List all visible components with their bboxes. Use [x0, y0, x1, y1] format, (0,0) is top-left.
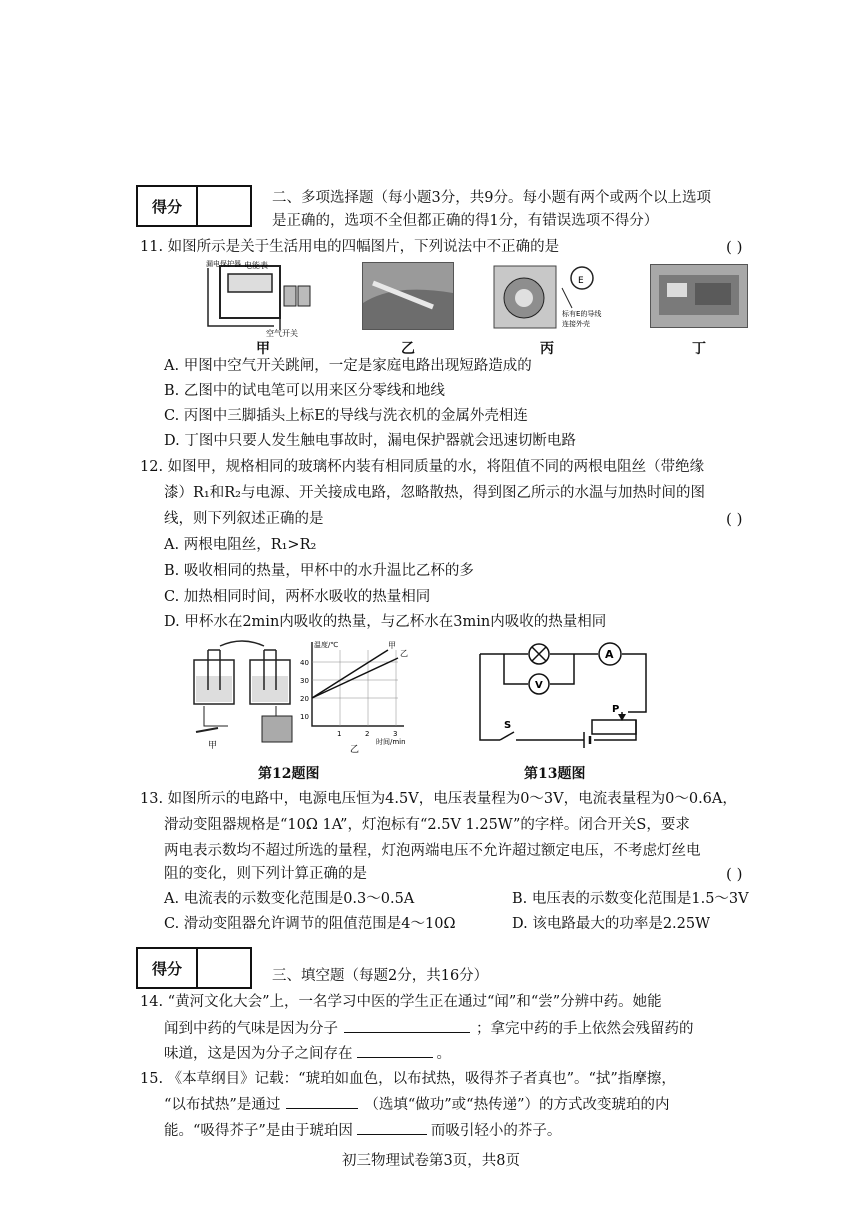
q13-figure-circuit	[474, 636, 660, 752]
q11-caption-jia: 甲	[256, 341, 270, 357]
question-14-line3-text-a: 味道，这是因为分子之间存在	[164, 1046, 353, 1062]
question-12-option-b: B. 吸收相同的热量，甲杯中的水升温比乙杯的多	[164, 563, 474, 579]
score-box-section3	[136, 947, 252, 989]
question-15-blank-1[interactable]	[286, 1094, 358, 1109]
question-11-stem: 11. 如图所示是关于生活用电的四幅图片，下列说法中不正确的是	[140, 239, 560, 255]
score-blank	[198, 187, 246, 225]
q11-image-bing	[492, 258, 610, 338]
q12-figure-caption: 第12题图	[258, 766, 320, 782]
question-14-line1: 14. “黄河文化大会”上，一名学习中医的学生正在通过“闻”和“尝”分辨中药。她能	[140, 994, 662, 1010]
question-13-line3: 两电表示数均不超过所选的量程，灯泡两端电压不允许超过额定电压，不考虑灯丝电	[164, 843, 701, 859]
graph-ytick-10: 10	[300, 713, 309, 721]
question-14-line2-text-a: 闻到中药的气味是因为分子	[164, 1021, 338, 1037]
q11-caption-bing: 丙	[540, 341, 554, 357]
question-13-option-d: D. 该电路最大的功率是2.25W	[512, 916, 711, 932]
question-12-line1: 12. 如图甲，规格相同的玻璃杯内装有相同质量的水，将阻值不同的两根电阻丝（带绝缘	[140, 459, 705, 475]
graph-series-yi: 乙	[400, 649, 408, 658]
score-blank	[198, 949, 246, 987]
circuit-switch-label: S	[504, 720, 512, 731]
q12-figure-graph	[292, 636, 412, 754]
question-13-answer-paren: ( )	[726, 865, 743, 883]
graph-ytick-40: 40	[300, 659, 309, 667]
jia-label-meter: 电能表	[244, 261, 268, 270]
question-12-answer-paren: ( )	[726, 510, 743, 528]
q11-caption-yi: 乙	[401, 341, 415, 357]
q12-label-jia: 甲	[208, 741, 218, 751]
graph-ylabel: 温度/℃	[314, 641, 339, 649]
question-14-line2-text-b: ；拿完中药的手上依然会残留药的	[476, 1021, 694, 1037]
question-13-line2: 滑动变阻器规格是“10Ω 1A”，灯泡标有“2.5V 1.25W”的字样。闭合开关S，要求	[164, 817, 690, 833]
graph-series-jia: 甲	[388, 641, 396, 650]
graph-ytick-30: 30	[300, 677, 309, 685]
question-11-option-d: D. 丁图中只要人发生触电事故时，漏电保护器就会迅速切断电路	[164, 433, 576, 449]
question-15-line3-text-a: 能。“吸得芥子”是由于琥珀因	[164, 1123, 353, 1139]
question-11-option-c: C. 丙图中三脚插头上标E的导线与洗衣机的金属外壳相连	[164, 408, 528, 424]
score-label: 得分	[138, 187, 198, 225]
question-12-line3: 线，则下列叙述正确的是	[164, 511, 324, 527]
q11-image-yi	[362, 262, 454, 330]
q13-figure-caption: 第13题图	[524, 766, 586, 782]
score-label: 得分	[138, 949, 198, 987]
question-15-line2	[164, 1094, 669, 1115]
q11-image-ding	[650, 264, 748, 328]
jia-label-breaker: 空气开关	[266, 329, 298, 338]
section-heading-line1: 二、多项选择题（每小题3分，共9分。每小题有两个或两个以上选项	[272, 190, 711, 206]
question-11-option-b: B. 乙图中的试电笔可以用来区分零线和地线	[164, 383, 445, 399]
question-14-line3-text-b: 。	[436, 1046, 451, 1062]
section-heading-line2: 是正确的，选项不全但都正确的得1分，有错误选项不得分）	[272, 213, 659, 229]
question-13-option-c: C. 滑动变阻器允许调节的阻值范围是4～10Ω	[164, 916, 456, 932]
graph-xtick-2: 2	[365, 730, 370, 738]
q12-label-yi: 乙	[350, 745, 360, 754]
question-15-blank-2[interactable]	[357, 1120, 427, 1135]
question-11-answer-paren: ( )	[726, 238, 743, 256]
question-13-option-b: B. 电压表的示数变化范围是1.5～3V	[512, 891, 749, 907]
q11-image-jia	[204, 258, 322, 338]
question-12-option-d: D. 甲杯水在2min内吸收的热量，与乙杯水在3min内吸收的热量相同	[164, 614, 607, 630]
jia-label-rcd: 漏电保护器	[206, 260, 241, 268]
question-15-line3	[164, 1120, 561, 1141]
q12-figure-beakers	[184, 636, 304, 752]
graph-xlabel: 时间/min	[376, 738, 406, 746]
question-13-line1: 13. 如图所示的电路中，电源电压恒为4.5V，电压表量程为0～3V，电流表量程为0～0.6A，	[140, 791, 737, 807]
question-15-line2-text-b: （选填“做功”或“热传递”）的方式改变琥珀的内	[364, 1097, 670, 1113]
question-15-line3-text-b: 而吸引轻小的芥子。	[430, 1123, 562, 1139]
score-box	[136, 185, 252, 227]
question-14-line3	[164, 1043, 451, 1064]
question-14-blank-2[interactable]	[357, 1043, 433, 1058]
question-14-line2	[164, 1018, 694, 1039]
graph-ytick-20: 20	[300, 695, 309, 703]
question-14-blank-1[interactable]	[344, 1018, 470, 1033]
q11-caption-ding: 丁	[692, 341, 706, 357]
circuit-ammeter-label: A	[605, 648, 614, 661]
question-15-line1: 15. 《本草纲目》记载：“琥珀如血色，以布拭热，吸得芥子者真也”。“拭”指摩擦，	[140, 1071, 676, 1087]
question-12-line2: 漆）R₁和R₂与电源、开关接成电路，忽略散热，得到图乙所示的水温与加热时间的图	[164, 485, 705, 501]
circuit-slider-label: P	[612, 704, 620, 715]
circuit-voltmeter-label: V	[535, 680, 543, 691]
question-12-option-a: A. 两根电阻丝，R₁>R₂	[164, 537, 317, 553]
question-12-option-c: C. 加热相同时间，两杯水吸收的热量相同	[164, 589, 431, 605]
section3-heading: 三、填空题（每题2分，共16分）	[272, 968, 489, 984]
question-11-option-a: A. 甲图中空气开关跳闸，一定是家庭电路出现短路造成的	[164, 358, 532, 374]
graph-xtick-3: 3	[393, 730, 398, 738]
bing-label-wire: 标有E的导线	[562, 310, 602, 318]
question-13-option-a: A. 电流表的示数变化范围是0.3～0.5A	[164, 891, 415, 907]
question-15-line2-text-a: “以布拭热”是通过	[164, 1097, 281, 1113]
graph-xtick-1: 1	[337, 730, 342, 738]
page-footer: 初三物理试卷第3页，共8页	[342, 1153, 520, 1169]
bing-label-e: E	[578, 276, 584, 286]
question-13-line4: 阻的变化，则下列计算正确的是	[164, 866, 367, 882]
bing-label-case: 连接外壳	[562, 320, 590, 328]
